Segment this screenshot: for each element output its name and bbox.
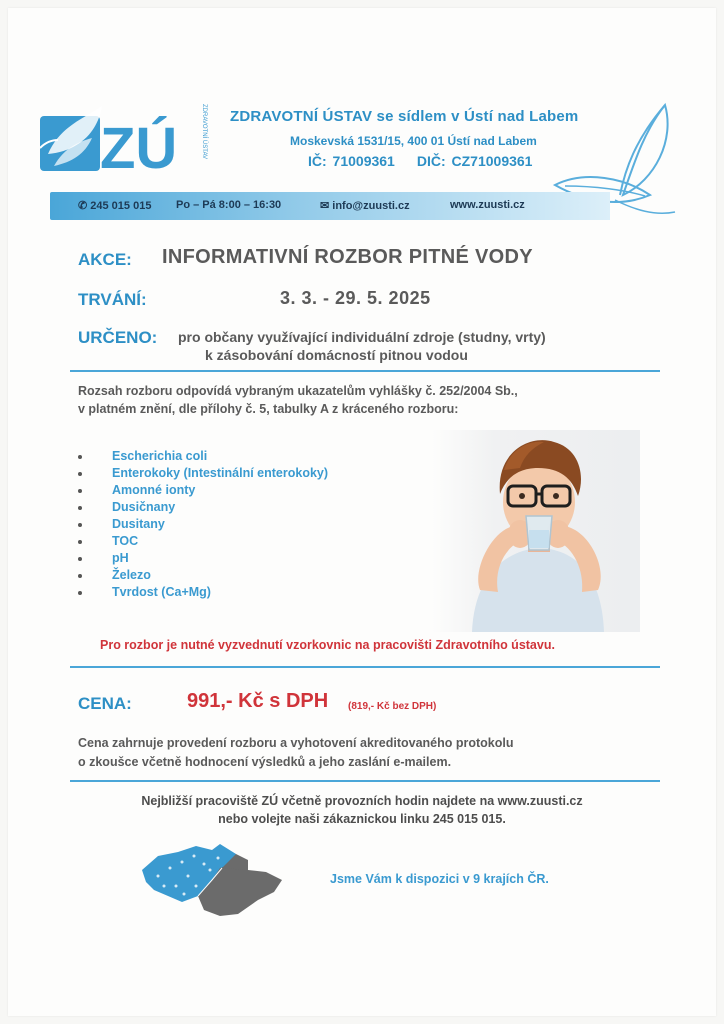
scope-line-1: Rozsah rozboru odpovídá vybraným ukazatelům vyhlášky č. 252/2004 Sb., bbox=[78, 384, 518, 398]
list-item bbox=[78, 550, 328, 567]
scope-text bbox=[78, 382, 638, 418]
price-without-vat: (819,- Kč bez DPH) bbox=[348, 701, 437, 712]
list-item-label: Escherichia coli bbox=[112, 449, 208, 463]
list-item-label: Enterokoky (Intestinální enterokoky) bbox=[112, 466, 329, 480]
child-drinking-water-photo bbox=[432, 430, 640, 632]
event-title: INFORMATIVNÍ ROZBOR PITNÉ VODY bbox=[162, 246, 533, 268]
list-item bbox=[78, 448, 328, 465]
price-includes-line-2: o zkoušce včetně hodnocení výsledků a jeho zaslání e-mailem. bbox=[78, 755, 452, 769]
dic-number: DIČ: CZ71009361 bbox=[416, 153, 533, 169]
bullet-icon bbox=[78, 489, 82, 493]
regions-info: Jsme Vám k dispozici v 9 krajích ČR. bbox=[330, 872, 549, 886]
phone-number: ✆ 245 015 015 bbox=[78, 200, 152, 212]
list-item bbox=[78, 584, 328, 601]
list-item bbox=[78, 516, 328, 533]
pickup-notice: Pro rozbor je nutné vyzvednutí vzorkovnic na pracovišti Zdravotního ústavu. bbox=[100, 638, 555, 652]
list-item-label: Tvrdost (Ca+Mg) bbox=[112, 585, 211, 599]
czech-map-icon bbox=[138, 840, 288, 920]
duration-label: TRVÁNÍ: bbox=[78, 290, 147, 309]
divider bbox=[70, 666, 660, 668]
customer-line-info: nebo volejte naši zákaznickou linku 245 015 015. bbox=[218, 812, 506, 826]
list-item-label: pH bbox=[112, 551, 129, 565]
bullet-icon bbox=[78, 557, 82, 561]
target-line-2: k zásobování domácností pitnou vodou bbox=[205, 347, 468, 363]
zu-logo bbox=[40, 96, 210, 176]
price-with-vat: 991,- Kč s DPH bbox=[187, 690, 329, 712]
email-link: ✉ info@zuusti.cz bbox=[320, 200, 410, 212]
price-includes-line-1: Cena zahrnuje provedení rozboru a vyhotovení akreditovaného protokolu bbox=[78, 736, 514, 750]
logo-side-text: ZDRAVOTNÍ ÚSTAV bbox=[201, 104, 207, 160]
contact-bar bbox=[50, 192, 610, 220]
list-item bbox=[78, 533, 328, 550]
divider bbox=[70, 370, 660, 372]
nearest-office-info: Nejbližší pracoviště ZÚ včetně provozních hodin najdete na www.zuusti.cz bbox=[141, 794, 583, 808]
parameter-list bbox=[78, 448, 328, 601]
list-item bbox=[78, 482, 328, 499]
opening-hours: Po – Pá 8:00 – 16:30 bbox=[176, 199, 282, 211]
list-item bbox=[78, 567, 328, 584]
list-item bbox=[78, 465, 328, 482]
scope-line-2: v platném znění, dle přílohy č. 5, tabulky A z kráceného rozboru: bbox=[78, 402, 459, 416]
bullet-icon bbox=[78, 455, 82, 459]
bullet-icon bbox=[78, 591, 82, 595]
bullet-icon bbox=[78, 540, 82, 544]
target-line-1: pro občany využívající individuální zdroje (studny, vrty) bbox=[178, 329, 546, 345]
list-item bbox=[78, 499, 328, 516]
list-item-label: Dusitany bbox=[112, 517, 165, 531]
bullet-icon bbox=[78, 574, 82, 578]
logo-text: ZÚ bbox=[100, 116, 178, 176]
event-label: AKCE: bbox=[78, 250, 132, 269]
ic-number: IČ: 71009361 bbox=[308, 153, 395, 169]
bullet-icon bbox=[78, 472, 82, 476]
org-name: ZDRAVOTNÍ ÚSTAV se sídlem v Ústí nad Labem bbox=[230, 108, 579, 125]
list-item-label: Amonné ionty bbox=[112, 483, 196, 497]
divider bbox=[70, 780, 660, 782]
bullet-icon bbox=[78, 506, 82, 510]
target-label: URČENO: bbox=[78, 328, 158, 347]
bullet-icon bbox=[78, 523, 82, 527]
list-item-label: Železo bbox=[112, 568, 151, 582]
price-label: CENA: bbox=[78, 694, 132, 713]
org-address: Moskevská 1531/15, 400 01 Ústí nad Labem bbox=[290, 134, 537, 148]
list-item-label: Dusičnany bbox=[112, 500, 176, 514]
list-item-label: TOC bbox=[112, 534, 139, 548]
price-includes bbox=[78, 734, 650, 772]
org-ids bbox=[308, 153, 532, 169]
duration-value: 3. 3. - 29. 5. 2025 bbox=[280, 288, 431, 308]
website-link: www.zuusti.cz bbox=[450, 199, 525, 211]
